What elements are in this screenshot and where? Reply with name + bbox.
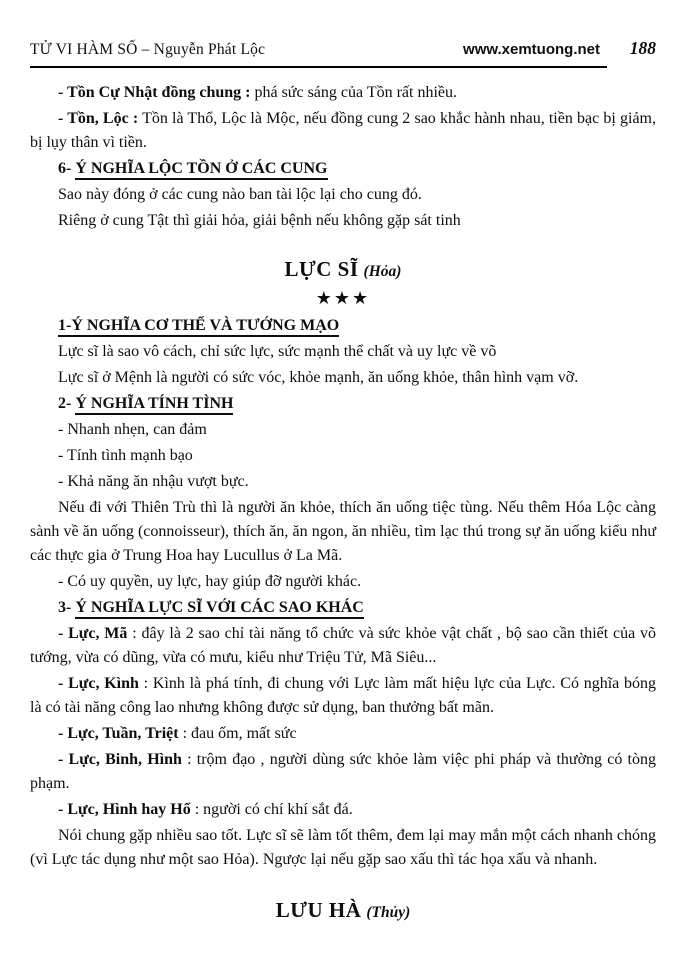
- paragraph-text: phá sức sáng của Tồn rất nhiều.: [250, 84, 458, 101]
- paragraph-text: Lực sĩ là sao vô cách, chỉ sức lực, sức mạnh thể chất và uy lực về võ: [58, 343, 497, 360]
- heading-number: 6-: [58, 160, 76, 177]
- page-header: [30, 38, 656, 59]
- paragraph-luc-ma: [30, 622, 656, 670]
- website-url: www.xemtuong.net: [463, 41, 600, 58]
- paragraph-text: - Tính tình mạnh bạo: [58, 447, 193, 464]
- list-item: [30, 418, 656, 442]
- paragraph-text: : người có chí khí sắt đá.: [190, 801, 353, 818]
- paragraph: [30, 183, 656, 207]
- paragraph-text: - Có uy quyền, uy lực, hay giúp đỡ người khác.: [58, 573, 362, 590]
- paragraph-thien-tru: [30, 496, 656, 568]
- section-heading-2: [30, 392, 656, 416]
- paragraph: [30, 366, 656, 390]
- heading-number: 2-: [58, 395, 76, 412]
- page-body: [30, 81, 656, 925]
- paragraph-luc-kinh: [30, 672, 656, 720]
- chapter-title-element: (Thủy): [366, 904, 411, 921]
- chapter-title-element: (Hỏa): [363, 263, 402, 280]
- paragraph-luc-binh-hinh: [30, 748, 656, 796]
- paragraph-lead-bold: - Lực, Kình: [58, 675, 139, 692]
- section-heading-6: [30, 157, 656, 181]
- paragraph-text: Tồn là Thổ, Lộc là Mộc, nếu đồng cung 2 sao khắc hành nhau, tiền bạc bị giảm, bị lụy thân vì tiền.: [30, 110, 656, 151]
- paragraph-text: : đây là 2 sao chỉ tài năng tổ chức và sức khỏe vật chất , bộ sao cần thiết của võ tướng, vừa có dũng, vừa có mưu, kiểu như Triệu Tử, Mã Siêu...: [30, 625, 657, 666]
- star-divider: ★★★: [315, 288, 371, 308]
- section-heading-3: [30, 596, 656, 620]
- paragraph-text: Sao này đóng ở các cung nào ban tài lộc lại cho cung đó.: [58, 186, 422, 203]
- heading-text: Ý NGHĨA TÍNH TÌNH: [75, 395, 233, 415]
- paragraph: [30, 340, 656, 364]
- paragraph-text: - Nhanh nhẹn, can đảm: [58, 421, 207, 438]
- heading-text: Ý NGHĨA LỘC TỒN Ở CÁC CUNG: [75, 160, 327, 180]
- paragraph-lead-bold: - Lực, Tuần, Triệt: [58, 725, 179, 742]
- paragraph-ton-loc: [30, 107, 656, 155]
- list-item: [30, 470, 656, 494]
- book-title-author: TỬ VI HÀM SỐ – Nguyễn Phát Lộc: [30, 41, 266, 58]
- page-number: 188: [629, 38, 656, 58]
- list-item: [30, 444, 656, 468]
- paragraph: [30, 209, 656, 233]
- paragraph-lead-bold: - Lực, Mã: [58, 625, 128, 642]
- paragraph-text: Nói chung gặp nhiều sao tốt. Lực sĩ sẽ làm tốt thêm, đem lại may mắn một cách nhanh chóng (vì Lực tác dụng như một sao Hỏa). Ngược lại nếu gặp sao xấu thì tác họa xấu và nhanh.: [30, 827, 656, 868]
- paragraph-lead-bold: - Lực, Binh, Hình: [58, 751, 182, 768]
- chapter-title-luc-si: [30, 257, 656, 284]
- paragraph-conclusion: [30, 824, 656, 872]
- header-divider-line: [30, 66, 607, 68]
- paragraph-ton-cu-nhat: [30, 81, 656, 105]
- paragraph-text: Lực sĩ ở Mệnh là người có sức vóc, khỏe mạnh, ăn uống khỏe, thân hình vạm vỡ.: [58, 369, 579, 386]
- section-heading-1: [30, 314, 656, 338]
- chapter-title-text: LƯU HÀ: [275, 898, 362, 922]
- paragraph-lead-bold: - Lực, Hình hay Hổ: [58, 801, 191, 818]
- paragraph-luc-tuan-triet: [30, 722, 656, 746]
- chapter-title-text: LỰC SĨ: [284, 257, 359, 281]
- heading-number: 3-: [58, 599, 76, 616]
- paragraph-luc-hinh-ho: [30, 798, 656, 822]
- paragraph-lead-bold: - Tồn, Lộc :: [58, 110, 139, 127]
- paragraph-text: : trộm đạo , người dùng sức khỏe làm việc phi pháp và thường có tòng phạm.: [30, 751, 657, 792]
- heading-text: 1-Ý NGHĨA CƠ THỂ VÀ TƯỚNG MẠO: [58, 317, 339, 337]
- paragraph-text: : đau ốm, mất sức: [178, 725, 297, 742]
- paragraph-lead-bold: - Tồn Cự Nhật đồng chung :: [58, 84, 251, 101]
- chapter-title-luu-ha: [30, 898, 656, 925]
- paragraph-text: : Kình là phá tính, đi chung với Lực làm mất hiệu lực của Lực. Có nghĩa bóng là có tài năng công lao nhưng không được sử dụng, ban thưởng bất mãn.: [30, 675, 657, 716]
- list-item: [30, 570, 656, 594]
- paragraph-text: Nếu đi với Thiên Trù thì là người ăn khỏe, thích ăn uống tiệc tùng. Nếu thêm Hóa Lộc càng sành về ăn uống (connoisseur), thích ăn, ăn ngon, ăn nhiều, tìm lạc thú trong sự ăn uống kiểu như các thực gia ở Trung Hoa hay Lucullus ở La Mã.: [30, 499, 656, 564]
- paragraph-text: Riêng ở cung Tật thì giải hỏa, giải bệnh nếu không gặp sát tinh: [58, 212, 461, 229]
- paragraph-text: - Khả năng ăn nhậu vượt bực.: [58, 473, 249, 490]
- heading-text: Ý NGHĨA LỰC SĨ VỚI CÁC SAO KHÁC: [75, 599, 363, 619]
